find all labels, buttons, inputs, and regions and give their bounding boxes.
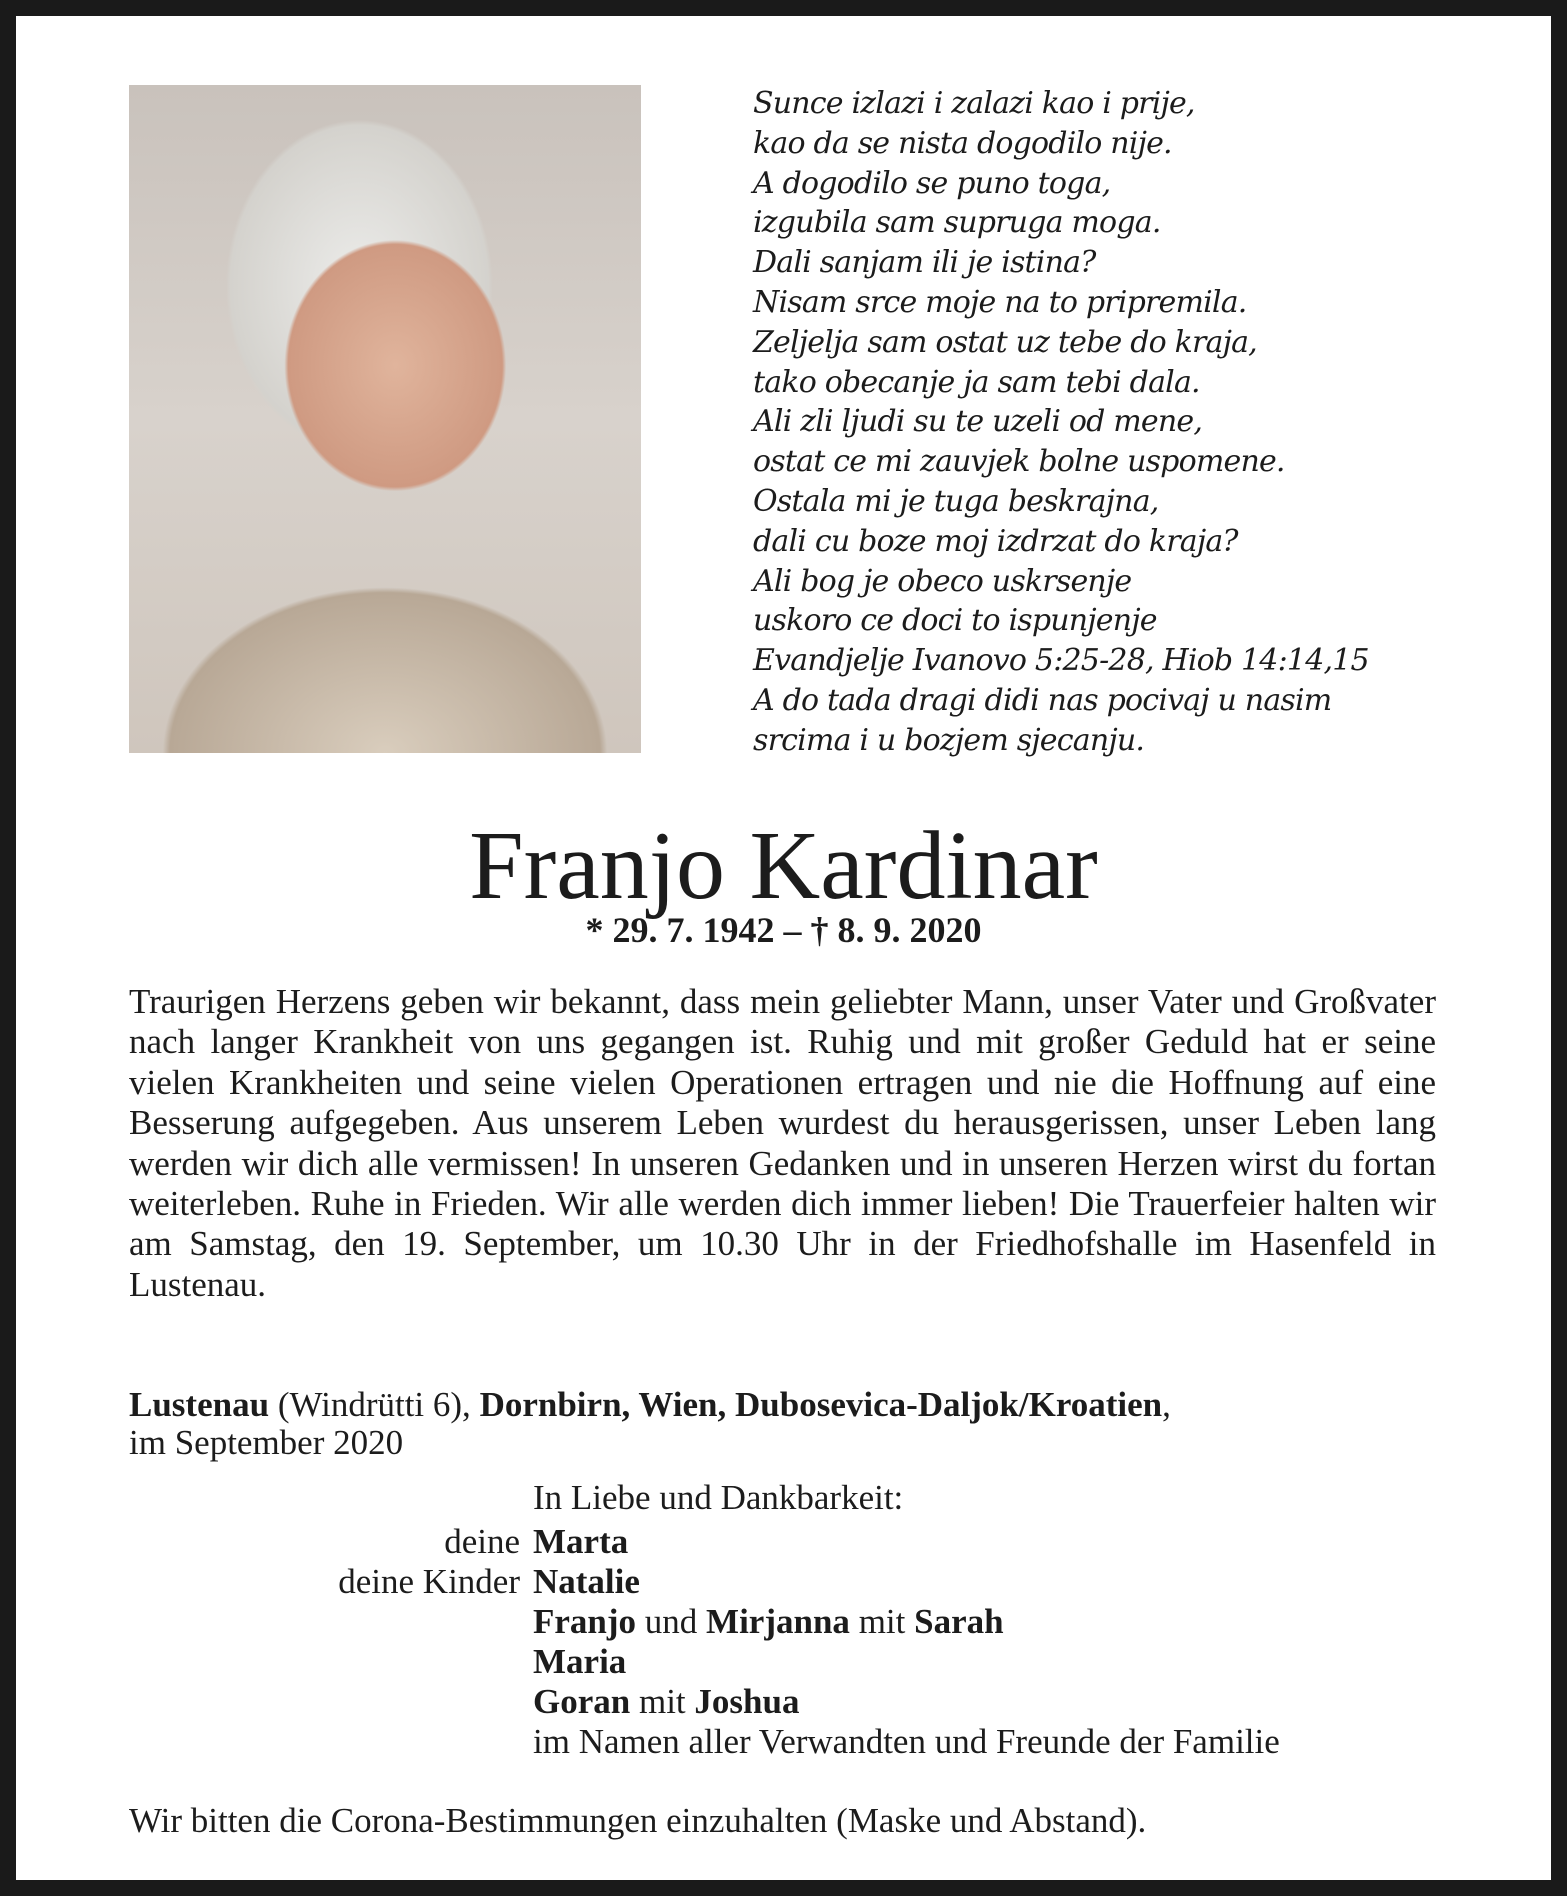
poem-line: izgubila sam supruga moga.	[753, 205, 1161, 241]
location-others: Dornbirn, Wien, Dubosevica-Daljok/Kroatien	[479, 1385, 1163, 1424]
grandchild-name: Sarah	[914, 1602, 1004, 1641]
children-label: deine Kinder	[338, 1562, 520, 1601]
poem-line: Evandjelje Ivanovo 5:25-28, Hiob 14:14,15	[753, 643, 1369, 679]
poem-line: Zeljelja sam ostat uz tebe do kraja,	[753, 324, 1257, 360]
child-name: Natalie	[533, 1562, 640, 1601]
signoff	[129, 1478, 1469, 1762]
poem-line: dali cu boze moj izdrzat do kraja?	[753, 523, 1238, 559]
poem-line: Sunce izlazi i zalazi kao i prije,	[753, 86, 1195, 121]
poem-line: Ali zli ljudi su te uzeli od mene,	[753, 404, 1203, 440]
poem-line: Ostala mi je tuga beskrajna,	[753, 483, 1159, 519]
corona-notice: Wir bitten die Corona-Bestimmungen einzuhalten (Maske und Abstand).	[129, 1801, 1147, 1840]
obituary-page	[16, 16, 1551, 1880]
locations	[129, 1386, 1469, 1462]
location-date: im September 2020	[129, 1423, 404, 1462]
connector: mit	[630, 1682, 695, 1721]
spouse-name: Mirjanna	[706, 1602, 850, 1641]
location-comma: ,	[1162, 1385, 1171, 1424]
poem-line: kao da se nista dogodilo nije.	[753, 125, 1172, 161]
poem	[753, 84, 1369, 761]
poem-line: Nisam srce moje na to pripremila.	[753, 284, 1247, 320]
deceased-name: Franjo Kardinar	[469, 812, 1098, 920]
relatives-line: im Namen aller Verwandten und Freunde der Familie	[533, 1722, 1280, 1761]
announcement-text: Traurigen Herzens geben wir bekannt, dass mein geliebter Mann, unser Vater und Großvater nach langer Krankheit von uns gegangen ist. Ruhig und mit großer Geduld hat er seine vielen Krankheiten und seine vielen Operationen ertragen und nie die Hoffnung auf eine Besserung aufgegeben. Aus unserem Leben wurdest du herausgerissen, unser Leben lang werden wir dich alle vermissen! In unseren Gedanken und in unseren Herzen wirst du fortan weiterleben. Ruhe in Frieden. Wir alle werden dich immer lieben! Die Trauerfeier halten wir am Samstag, den 19. September, um 10.30 Uhr in der Friedhofshalle im Hasenfeld in Lustenau.	[129, 982, 1436, 1304]
child-name: Maria	[533, 1642, 627, 1681]
child-name: Franjo	[533, 1602, 637, 1641]
wife-label: deine	[444, 1522, 520, 1561]
poem-line: srcima i u bozjem sjecanju.	[753, 722, 1145, 758]
poem-line: tako obecanje ja sam tebi dala.	[753, 364, 1200, 400]
location-address: (Windrütti 6),	[269, 1385, 480, 1424]
signoff-intro: In Liebe und Dankbarkeit:	[533, 1478, 904, 1517]
poem-line: uskoro ce doci to ispunjenje	[753, 603, 1157, 639]
life-dates: * 29. 7. 1942 – † 8. 9. 2020	[585, 910, 982, 950]
poem-line: ostat ce mi zauvjek bolne uspomene.	[753, 444, 1285, 480]
poem-line: Ali bog je obeco uskrsenje	[753, 563, 1132, 599]
portrait-photo	[129, 85, 641, 753]
wife-name: Marta	[533, 1522, 629, 1561]
grandchild-name: Joshua	[694, 1682, 800, 1721]
child-name: Goran	[533, 1682, 631, 1721]
poem-line: Dali sanjam ili je istina?	[753, 245, 1096, 281]
poem-line: A dogodilo se puno toga,	[753, 165, 1111, 201]
connector: und	[636, 1602, 707, 1641]
connector: mit	[849, 1602, 915, 1641]
location-town: Lustenau	[129, 1385, 270, 1424]
poem-line: A do tada dragi didi nas pocivaj u nasim	[753, 682, 1332, 718]
